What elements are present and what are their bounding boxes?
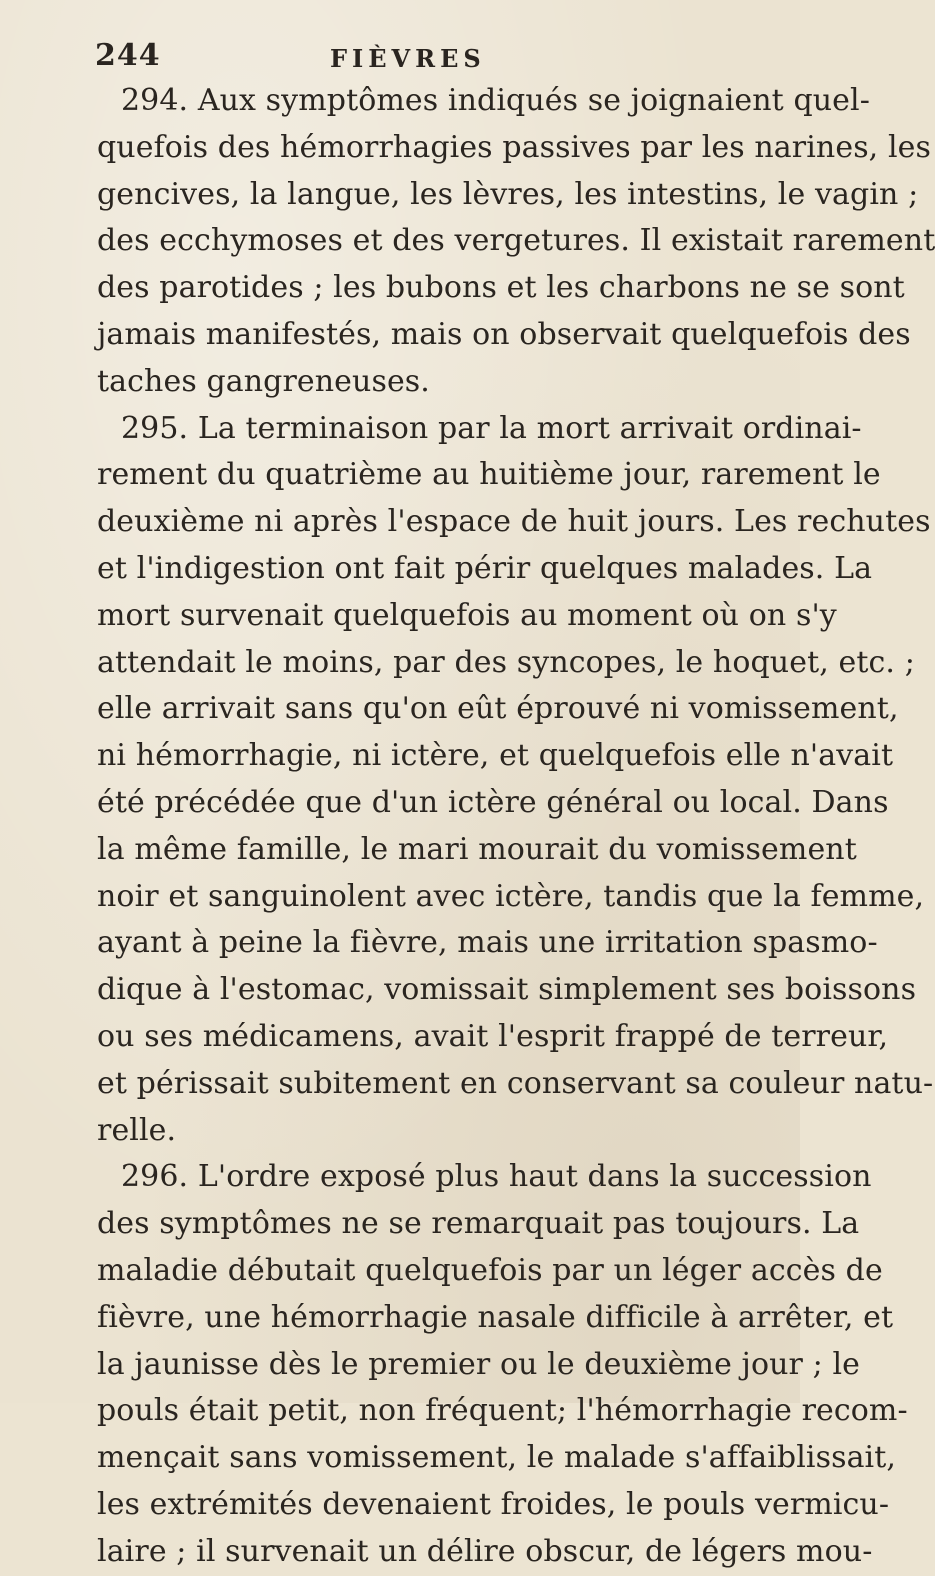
text-line: ou ses médicamens, avait l'esprit frappé de terreur, xyxy=(97,1018,889,1054)
text-line: et l'indigestion ont fait périr quelques malades. La xyxy=(97,550,873,586)
page-header xyxy=(95,38,655,78)
text-line: noir et sanguinolent avec ictère, tandis que la femme, xyxy=(97,878,925,914)
text-line: des parotides ; les bubons et les charbons ne se sont xyxy=(97,270,905,306)
text-line: mort survenait quelquefois au moment où on s'y xyxy=(97,597,837,633)
text-line: 294. Aux symptômes indiqués se joignaient quel- xyxy=(121,83,870,118)
text-line: 296. L'ordre exposé plus haut dans la succession xyxy=(121,1159,872,1195)
text-line: jamais manifestés, mais on observait quelquefois des xyxy=(97,316,911,352)
text-line: ni hémorrhagie, ni ictère, et quelquefois elle n'avait xyxy=(97,738,894,774)
text-line: rement du quatrième au huitième jour, rarement le xyxy=(97,457,881,493)
text-line: la même famille, le mari mourait du vomissement xyxy=(97,831,857,867)
text-line: et périssait subitement en conservant sa couleur natu- xyxy=(97,1065,934,1101)
text-line: fièvre, une hémorrhagie nasale difficile à arrêter, et xyxy=(97,1299,894,1335)
page-number: 244 xyxy=(95,38,161,73)
text-line: gencives, la langue, les lèvres, les intestins, le vagin ; xyxy=(97,176,919,212)
text-line: ayant à peine la fièvre, mais une irritation spasmo- xyxy=(97,925,878,961)
text-line: des ecchymoses et des vergetures. Il existait rarement xyxy=(97,223,935,259)
text-line: relle. xyxy=(97,1112,177,1148)
text-line: quefois des hémorrhagies passives par les narines, les xyxy=(97,129,932,165)
text-line: la jaunisse dès le premier ou le deuxième jour ; le xyxy=(97,1346,861,1382)
text-line: taches gangreneuses. xyxy=(97,363,430,399)
text-line: pouls était petit, non fréquent; l'hémorrhagie recom- xyxy=(97,1393,908,1429)
body-text xyxy=(97,78,935,1576)
text-line: deuxième ni après l'espace de huit jours. Les rechutes xyxy=(97,504,931,540)
text-line: attendait le moins, par des syncopes, le hoquet, etc. ; xyxy=(97,644,915,680)
text-line: dique à l'estomac, vomissait simplement ses boissons xyxy=(97,972,917,1008)
text-line: laire ; il survenait un délire obscur, de légers mou- xyxy=(97,1533,873,1569)
text-line: maladie débutait quelquefois par un léger accès de xyxy=(97,1252,883,1288)
running-title: FIÈVRES xyxy=(330,44,486,73)
text-line: mençait sans vomissement, le malade s'affaiblissait, xyxy=(97,1440,897,1476)
text-line: les extrémités devenaient froides, le pouls vermicu- xyxy=(97,1486,890,1522)
text-line: été précédée que d'un ictère général ou local. Dans xyxy=(97,784,889,820)
text-line: des symptômes ne se remarquait pas toujours. La xyxy=(97,1206,860,1242)
text-line: 295. La terminaison par la mort arrivait ordinai- xyxy=(121,410,862,446)
text-line: elle arrivait sans qu'on eût éprouvé ni vomissement, xyxy=(97,691,899,727)
